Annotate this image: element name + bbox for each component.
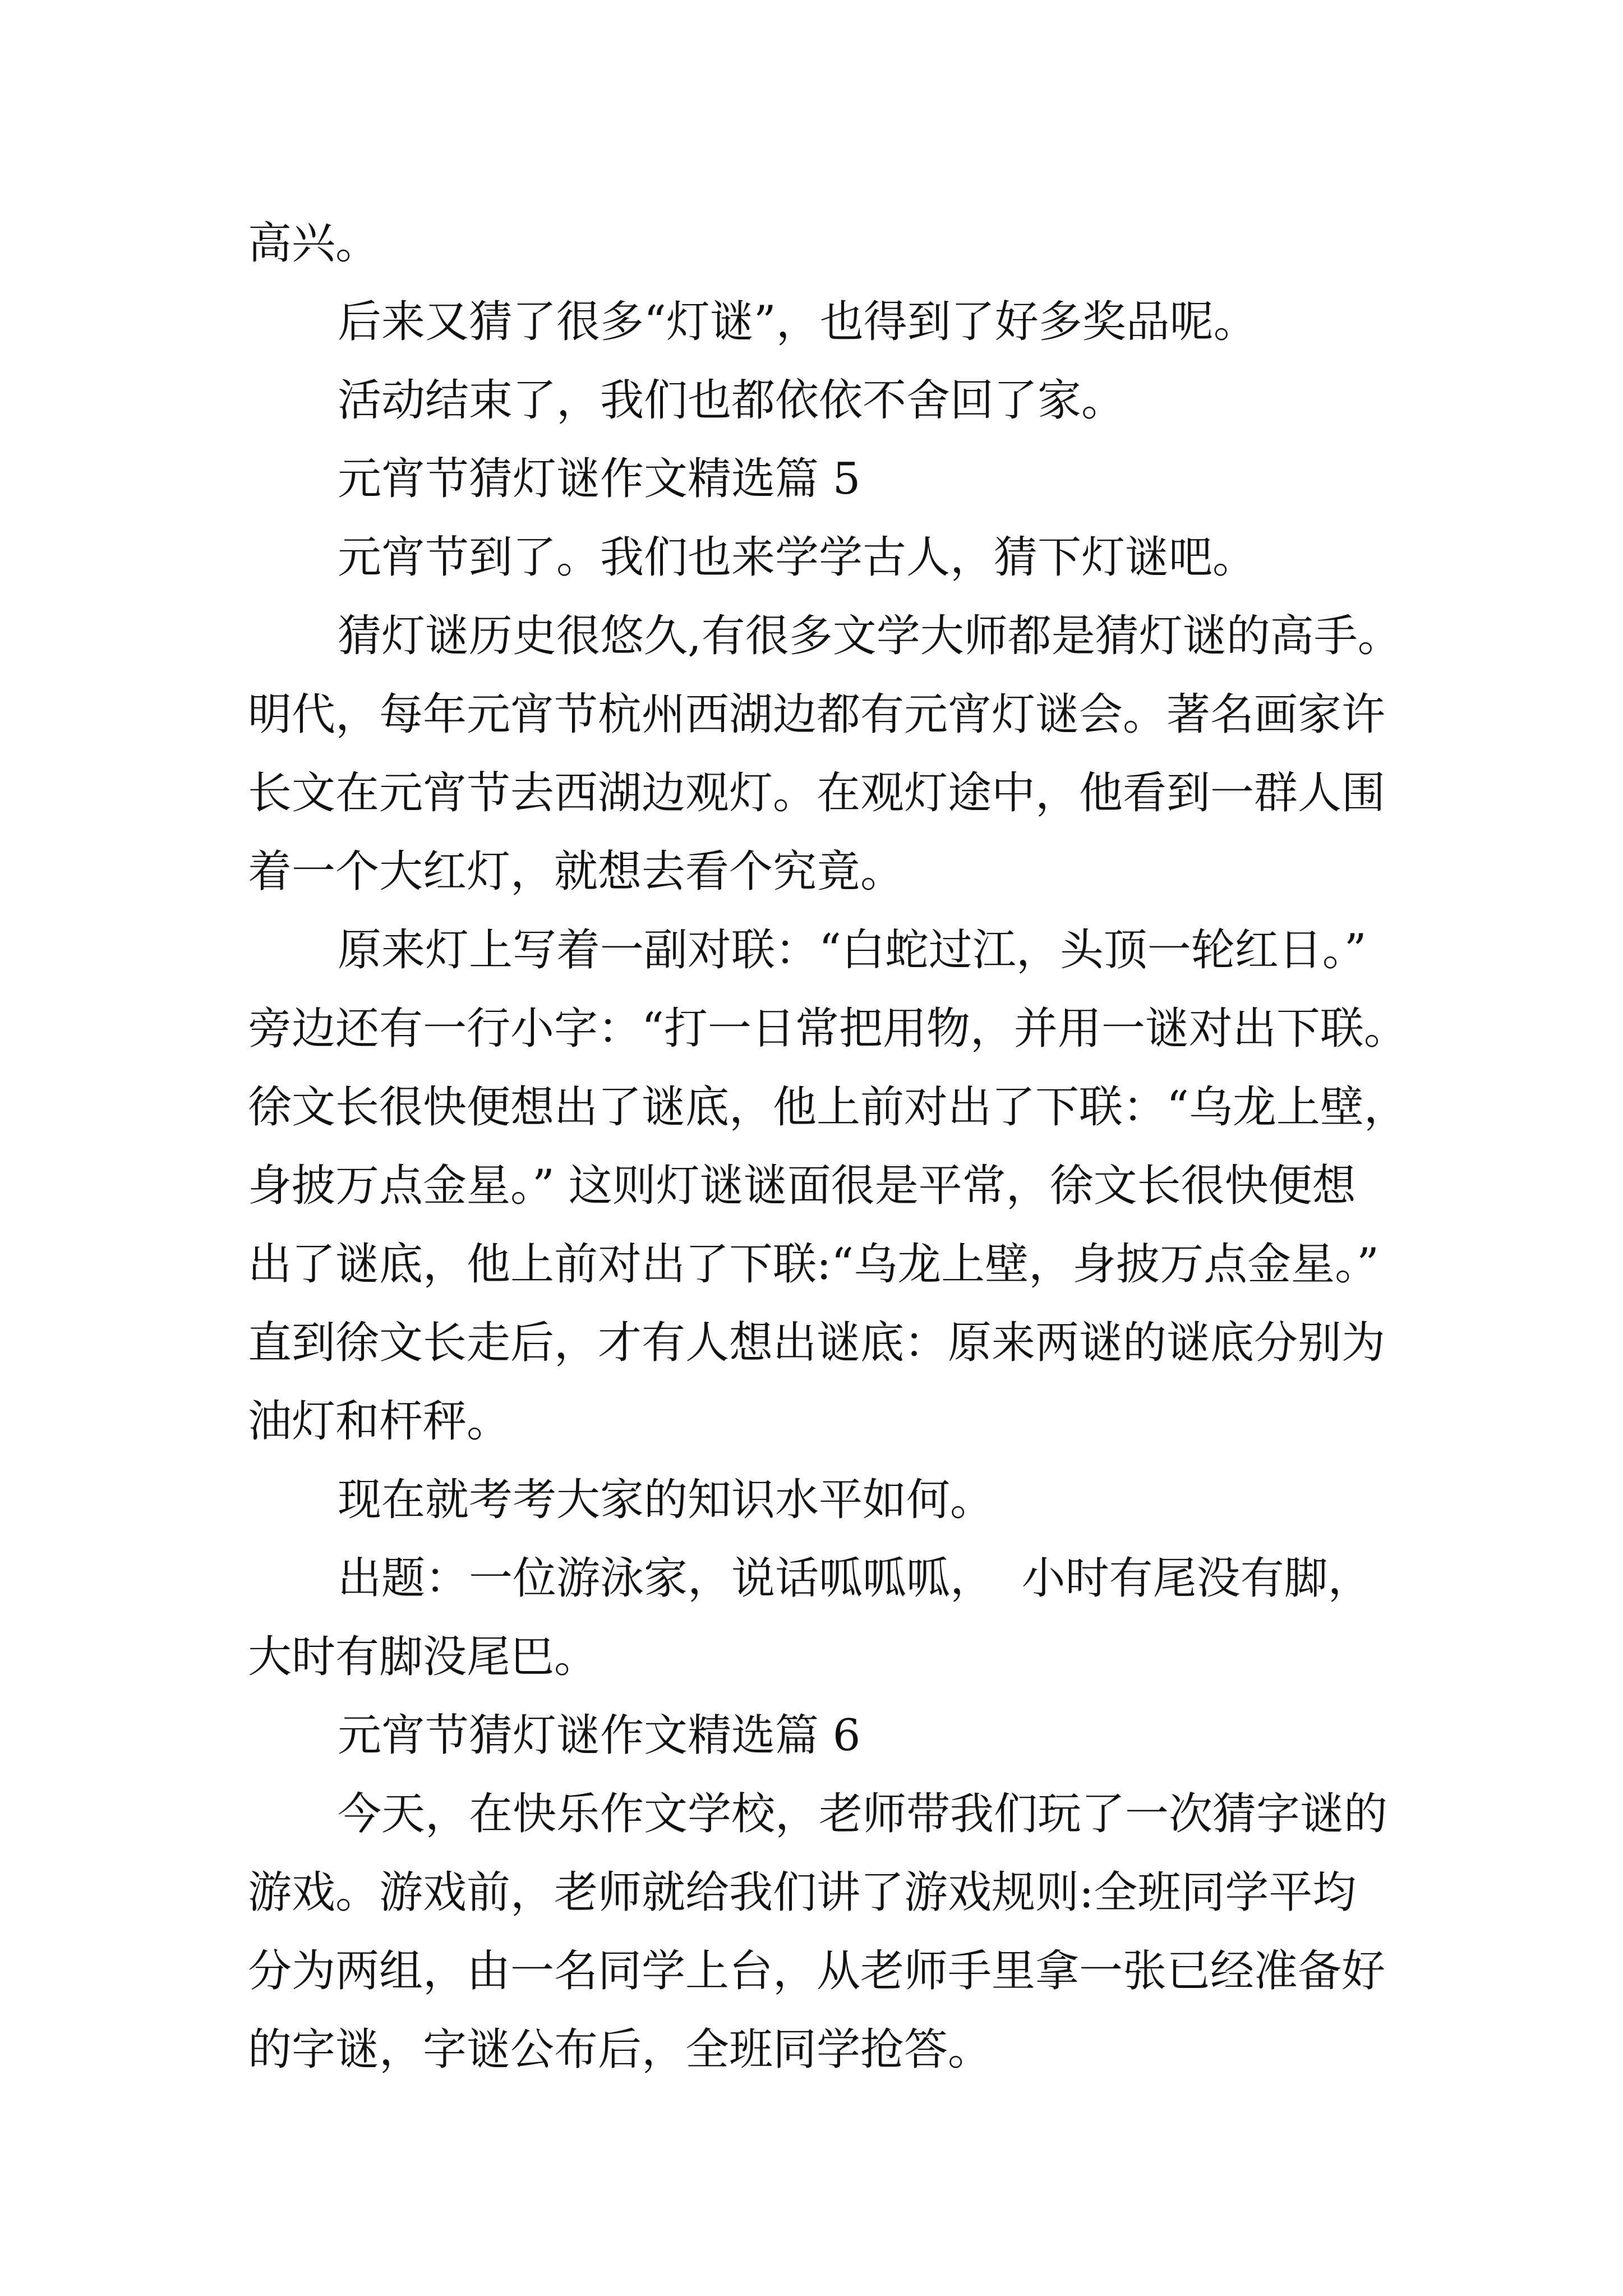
- text-line: 原来灯上写着一副对联：“白蛇过江，头顶一轮红日。”: [338, 925, 1367, 976]
- text-line: 今天，在快乐作文学校，老师带我们玩了一次猜字谜的: [338, 1789, 1388, 1839]
- paragraph: [248, 204, 1538, 283]
- section-heading: [248, 440, 1538, 518]
- text-line: 明代，每年元宵节杭州西湖边都有元宵灯谜会。著名画家许: [248, 689, 1386, 740]
- text-line: 活动结束了，我们也都依依不舍回了家。: [338, 375, 1126, 426]
- text-line: 游戏。游戏前，老师就给我们讲了游戏规则:全班同学平均: [248, 1867, 1357, 1918]
- text-line: 着一个大红灯，就想去看个究竟。: [248, 846, 905, 897]
- text-line: 分为两组，由一名同学上台，从老师手里拿一张已经准备好: [248, 1946, 1386, 1996]
- text-line: 现在就考考大家的知识水平如何。: [338, 1475, 994, 1525]
- text-line: 元宵节到了。我们也来学学古人，猜下灯谜吧。: [338, 532, 1257, 583]
- paragraph: [248, 518, 1538, 597]
- text-line: 出了谜底，他上前对出了下联:“乌龙上壁，身披万点金星。”: [248, 1239, 1380, 1290]
- text-line: 猜灯谜历史很悠久,有很多文学大师都是猜灯谜的高手。: [338, 611, 1401, 661]
- paragraph: [248, 1775, 1538, 2089]
- section-heading-text: 元宵节猜灯谜作文精选篇 5: [338, 454, 861, 504]
- text-line: 高兴。: [248, 218, 380, 269]
- paragraph: [248, 1461, 1538, 1539]
- document-body: [248, 204, 1538, 2089]
- text-line: 徐文长很快便想出了谜底，他上前对出了下联：“乌龙上壁，: [248, 1082, 1408, 1133]
- paragraph: [248, 361, 1538, 440]
- text-line: 直到徐文长走后，才有人想出谜底：原来两谜的谜底分别为: [248, 1318, 1386, 1368]
- text-line: 油灯和杆秤。: [248, 1396, 511, 1447]
- paragraph: [248, 1539, 1538, 1696]
- text-line: 大时有脚没尾巴。: [248, 1632, 598, 1682]
- paragraph: [248, 283, 1538, 361]
- text-line: 后来又猜了很多“灯谜”，也得到了好多奖品呢。: [338, 297, 1257, 347]
- section-heading-text: 元宵节猜灯谜作文精选篇 6: [338, 1710, 861, 1761]
- text-line: 身披万点金星。” 这则灯谜谜面很是平常，徐文长很快便想: [248, 1161, 1356, 1211]
- text-line: 旁边还有一行小字：“打一日常把用物，并用一谜对出下联。: [248, 1004, 1408, 1054]
- text-line: 长文在元宵节去西湖边观灯。在观灯途中，他看到一群人围: [248, 768, 1386, 818]
- paragraph: [248, 597, 1538, 911]
- text-line: 的字谜，字谜公布后，全班同学抢答。: [248, 2024, 992, 2075]
- text-line: 出题：一位游泳家，说话呱呱呱， 小时有尾没有脚，: [338, 1553, 1372, 1604]
- section-heading: [248, 1696, 1538, 1775]
- paragraph: [248, 911, 1538, 1461]
